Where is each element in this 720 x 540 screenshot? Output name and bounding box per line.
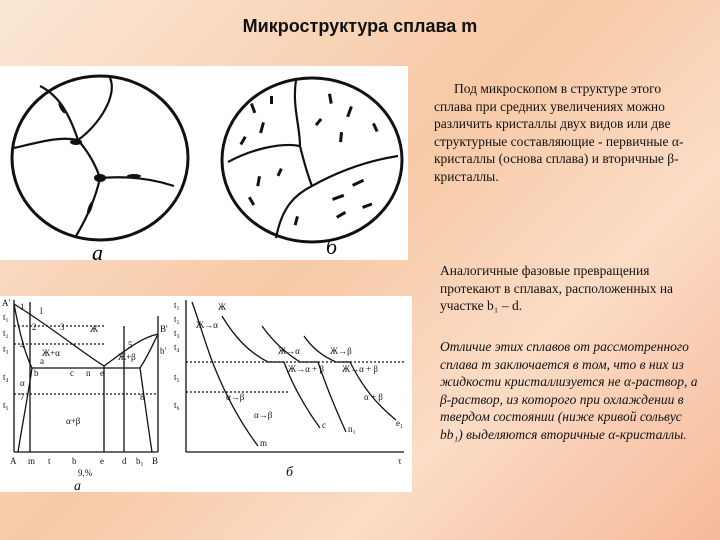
curve-t4: t₄ (174, 342, 180, 352)
curve-region-alpha-beta-2: α→β (254, 410, 273, 420)
curve-region-l-alpha-beta-2: Ж→α + β (342, 364, 378, 374)
region-liquid-alpha: Ж+α (42, 348, 60, 358)
curve-region-l-beta: Ж→β (330, 346, 352, 356)
curve-t5: t₅ (174, 372, 180, 382)
bottom-A: A (10, 456, 17, 466)
point-7: 7 (20, 392, 25, 402)
diagram-a-labels (2, 298, 168, 492)
label-t2: t₂ (3, 328, 9, 338)
curve-label-m: m (260, 438, 268, 448)
point-c: c (70, 368, 74, 378)
label-t4: t₄ (3, 372, 9, 382)
curve-t2: t₂ (174, 314, 180, 324)
bottom-m: m (28, 456, 36, 466)
cooling-curves-labels (174, 300, 403, 480)
point-1: 1 (20, 302, 25, 312)
region-alpha-beta: α+β (66, 416, 81, 426)
label-t3: t₃ (3, 344, 9, 354)
region-liquid-beta: Ж+β (118, 352, 136, 362)
micrograph-a-label: а (92, 240, 103, 260)
curve-label-n1: n₁ (348, 424, 356, 434)
region-alpha: α (20, 378, 25, 388)
point-b-prime: b' (160, 346, 167, 356)
point-5: 5 (128, 340, 133, 350)
bottom-b1: b₁ (136, 456, 144, 466)
label-t1: t₁ (3, 312, 9, 322)
bottom-e: e (100, 456, 104, 466)
point-3: 3 (60, 322, 65, 332)
curve-region-l-alpha-2: Ж→α (278, 346, 300, 356)
bottom-d: d (122, 456, 127, 466)
secondary-crystals-b (240, 93, 379, 225)
curve-region-liquid: Ж (218, 302, 227, 312)
phase-diagram-drawing (0, 296, 412, 492)
point-2: 2 (32, 322, 37, 332)
label-t5: t₅ (3, 400, 9, 410)
curve-t1: t₁ (174, 300, 180, 310)
curve-region-alpha-beta-1: α→β (226, 392, 245, 402)
point-B-prime: B' (160, 324, 168, 334)
grain-boundaries-b (228, 80, 398, 238)
region-liquid: Ж (90, 324, 99, 334)
point-e: e (100, 368, 104, 378)
point-l: l (40, 306, 43, 316)
diagram-caption-a: а (74, 479, 81, 492)
curve-label-e1: e₁ (396, 418, 404, 428)
description-paragraph-3: Отличие этих сплавов от рассмотренного сплава m заключается в том, что в них из жидкости кристаллизуется не α-раствор, а β-раствор, из которого при охлаждении в твердом состоянии (ниже кривой сольвус bb₁) выделяются вторичные α-кристаллы. (440, 339, 698, 442)
point-4: 4 (20, 340, 25, 350)
curve-region-alpha-plus-beta: α + β (364, 392, 383, 402)
point-n: n (86, 368, 91, 378)
curve-region-l-alpha-beta-1: Ж→α + β (288, 364, 324, 374)
bottom-t: t (48, 456, 51, 466)
slide-title: Микроструктура сплава m (242, 16, 478, 36)
micrograph-b-label: б (326, 234, 338, 259)
bottom-b: b (72, 456, 77, 466)
curve-label-c: c (322, 420, 326, 430)
curve-t6: t₆ (174, 400, 180, 410)
curve-region-l-alpha-1: Ж→α (196, 320, 218, 330)
bottom-percent: 9,% (78, 468, 93, 478)
bottom-B: B (152, 456, 159, 466)
microstructure-drawing (0, 66, 408, 260)
point-8: 8 (140, 392, 145, 402)
time-axis-label: τ (398, 456, 402, 466)
curve-t3: t₃ (174, 328, 180, 338)
cooling-curves-lines (186, 300, 404, 452)
description-paragraph-2: Аналогичные фазовые превращения протекают в сплавах, расположенных на участке b₁ – d. (440, 263, 674, 313)
point-b: b (34, 368, 39, 378)
point-a: a (40, 356, 44, 366)
curves-caption-b: б (286, 465, 294, 480)
microstructure-figure (0, 66, 408, 260)
label-A-prime: A' (2, 298, 11, 308)
description-paragraph-1: Под микроскопом в структуре этого сплава при средних увеличениях можно различить кристаллы двух видов или две структурные составляющие - первичные α-кристаллы (основа сплава) и вторичные β-кристаллы. (434, 81, 684, 184)
phase-diagram-figure (0, 296, 412, 492)
micrograph-a-outline (12, 76, 188, 240)
